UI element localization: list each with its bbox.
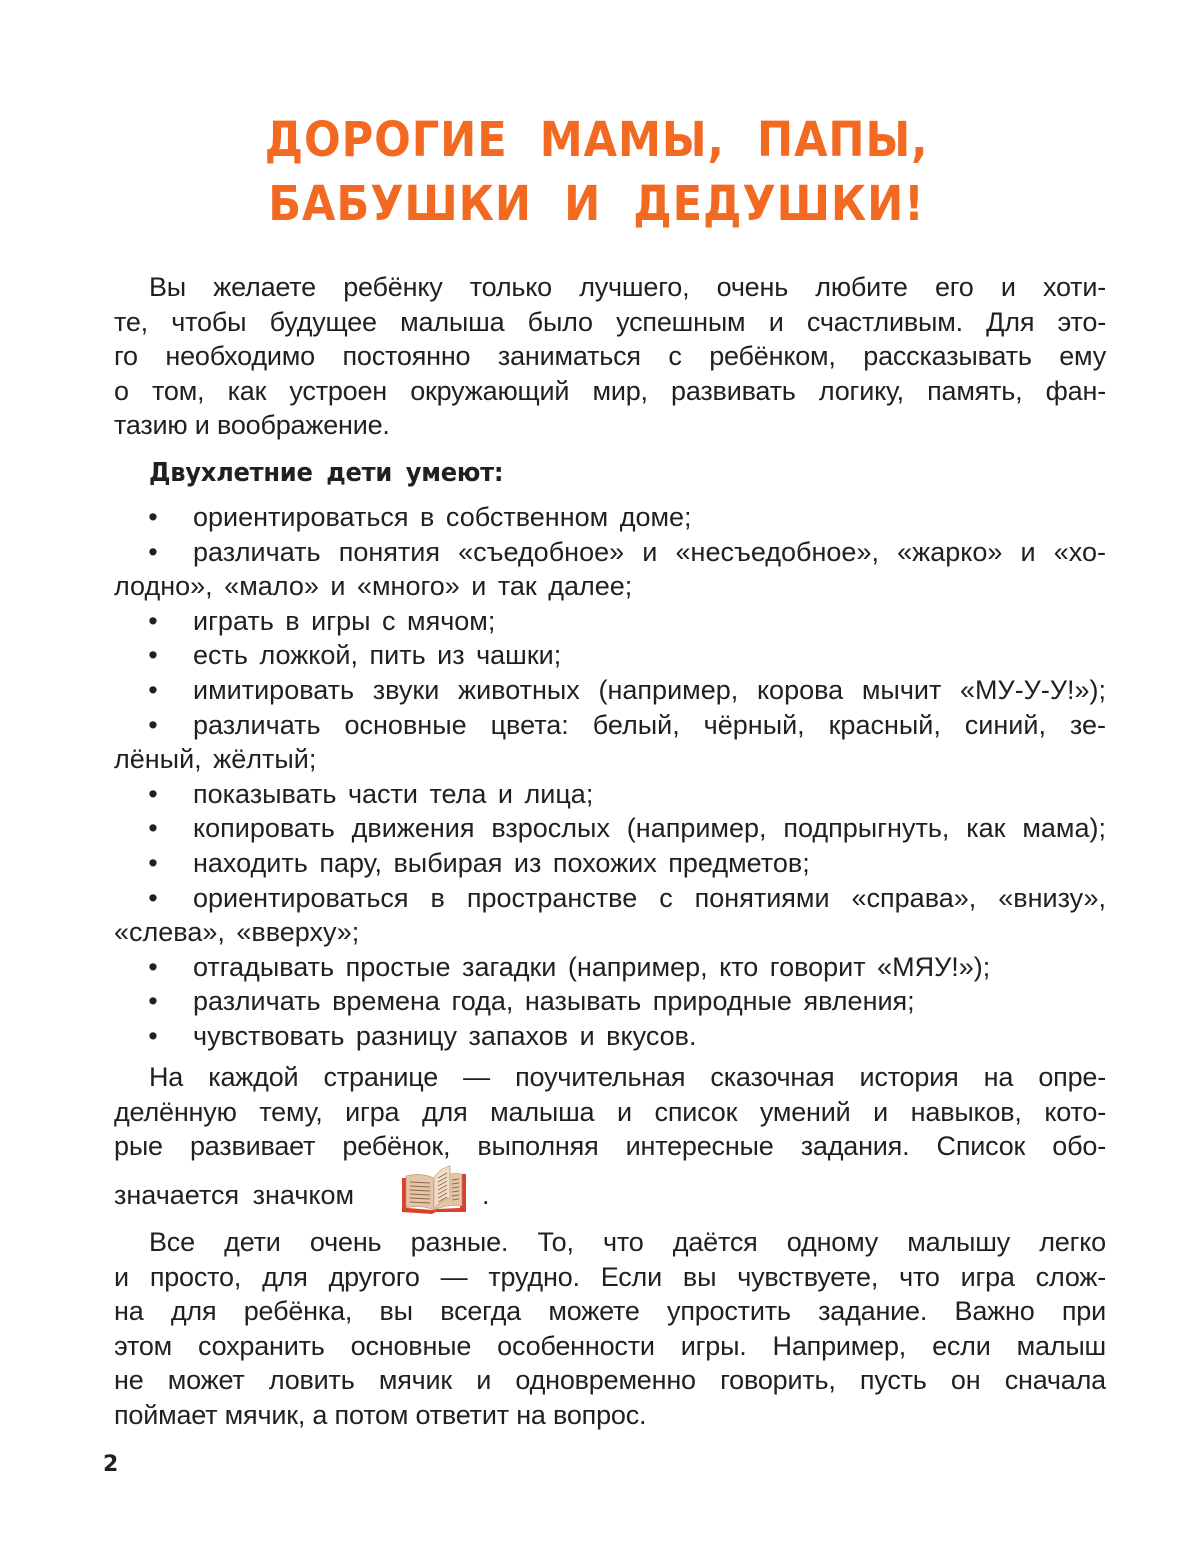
bullet-icon: •	[148, 847, 158, 878]
list-item-text: ориентироваться в пространстве с понятиями «справа», «внизу»,	[193, 882, 1106, 913]
bullet-icon: •	[148, 882, 158, 913]
bullet-icon: •	[148, 605, 158, 636]
title-line-1: ДОРОГИЕ МАМЫ, ПАПЫ,	[264, 112, 929, 168]
open-book-icon	[398, 1164, 470, 1216]
title-line-2: БАБУШКИ И ДЕДУШКИ!	[268, 176, 925, 232]
list-item-continuation: лёный, жёлтый;	[114, 744, 317, 775]
bullet-icon: •	[148, 674, 158, 705]
skills-heading: Двухлетние дети умеют:	[149, 458, 504, 488]
bullet-icon: •	[148, 986, 158, 1017]
list-item-text: чувствовать разницу запахов и вкусов.	[193, 1020, 697, 1051]
description-line: рые развивает ребёнок, выполняя интересные задания. Список обо-	[114, 1131, 1106, 1162]
list-item-text: различать времена года, называть природные явления;	[193, 986, 915, 1017]
description-line: делённую тему, игра для малыша и список умений и навыков, кото-	[114, 1096, 1106, 1127]
icon-line	[114, 1164, 1106, 1222]
intro-line: тазию и воображение.	[114, 410, 390, 441]
closing-line: на для ребёнка, вы всегда можете упростить задание. Важно при	[114, 1296, 1106, 1327]
intro-line: Вы желаете ребёнку только лучшего, очень любите его и хоти-	[149, 272, 1106, 302]
intro-line: о том, как устроен окружающий мир, развивать логику, память, фан-	[114, 375, 1106, 406]
list-item	[114, 638, 1106, 673]
bullet-icon: •	[148, 709, 158, 740]
list-item-text: имитировать звуки животных (например, корова мычит «МУ-У-У!»);	[193, 674, 1106, 705]
list-item-text: отгадывать простые загадки (например, кто говорит «МЯУ!»);	[193, 951, 991, 982]
closing-line: не может ловить мячик и одновременно говорить, пусть он сначала	[114, 1365, 1106, 1396]
list-item-text: есть ложкой, пить из чашки;	[193, 640, 562, 671]
list-item-text: различать основные цвета: белый, чёрный, красный, синий, зе-	[193, 709, 1106, 740]
list-item	[114, 500, 1106, 535]
closing-paragraph	[114, 1225, 1106, 1433]
list-item-continuation: лодно», «мало» и «много» и так далее;	[114, 571, 633, 602]
bullet-icon: •	[148, 951, 158, 982]
bullet-icon: •	[148, 536, 158, 567]
bullet-icon: •	[148, 640, 158, 671]
list-item	[114, 1019, 1106, 1054]
list-item	[114, 708, 1106, 743]
description-paragraph	[114, 1060, 1106, 1222]
list-item-text: показывать части тела и лица;	[193, 778, 594, 809]
list-item	[114, 604, 1106, 639]
bullet-icon: •	[148, 778, 158, 809]
list-item	[114, 881, 1106, 916]
list-item-text: копировать движения взрослых (например, подпрыгнуть, как мама);	[193, 813, 1106, 844]
description-line: На каждой странице — поучительная сказочная история на опре-	[149, 1062, 1106, 1092]
list-item	[114, 846, 1106, 881]
list-item-text: находить пару, выбирая из похожих предметов;	[193, 847, 810, 878]
bullet-icon: •	[148, 813, 158, 844]
list-item-continuation: «слева», «вверху»;	[114, 917, 360, 948]
list-item	[114, 535, 1106, 570]
closing-line: и просто, для другого — трудно. Если вы чувствуете, что игра слож-	[114, 1261, 1106, 1292]
page-number: 2	[103, 1452, 119, 1477]
intro-line: те, чтобы будущее малыша было успешным и счастливым. Для это-	[114, 306, 1106, 337]
list-item-text: различать понятия «съедобное» и «несъедобное», «жарко» и «хо-	[193, 536, 1106, 567]
bullet-icon: •	[148, 502, 158, 532]
page-title	[60, 108, 1134, 236]
list-item	[114, 811, 1106, 846]
intro-paragraph	[114, 270, 1106, 443]
list-item-text: играть в игры с мячом;	[193, 605, 496, 636]
closing-line: этом сохранить основные особенности игры. Например, если малыш	[114, 1330, 1106, 1361]
skills-list	[114, 500, 1106, 1054]
intro-line: го необходимо постоянно заниматься с ребёнком, рассказывать ему	[114, 341, 1106, 372]
list-item-text: ориентироваться в собственном доме;	[193, 502, 692, 532]
list-item	[114, 984, 1106, 1019]
list-item	[114, 777, 1106, 812]
bullet-icon: •	[148, 1020, 158, 1051]
icon-line-end: .	[482, 1179, 490, 1210]
list-item	[114, 950, 1106, 985]
list-item	[114, 673, 1106, 708]
closing-line: поймает мячик, а потом ответит на вопрос.	[114, 1399, 647, 1430]
icon-line-text: значается значком	[114, 1179, 355, 1210]
closing-line: Все дети очень разные. То, что даётся одному малышу легко	[149, 1227, 1106, 1257]
